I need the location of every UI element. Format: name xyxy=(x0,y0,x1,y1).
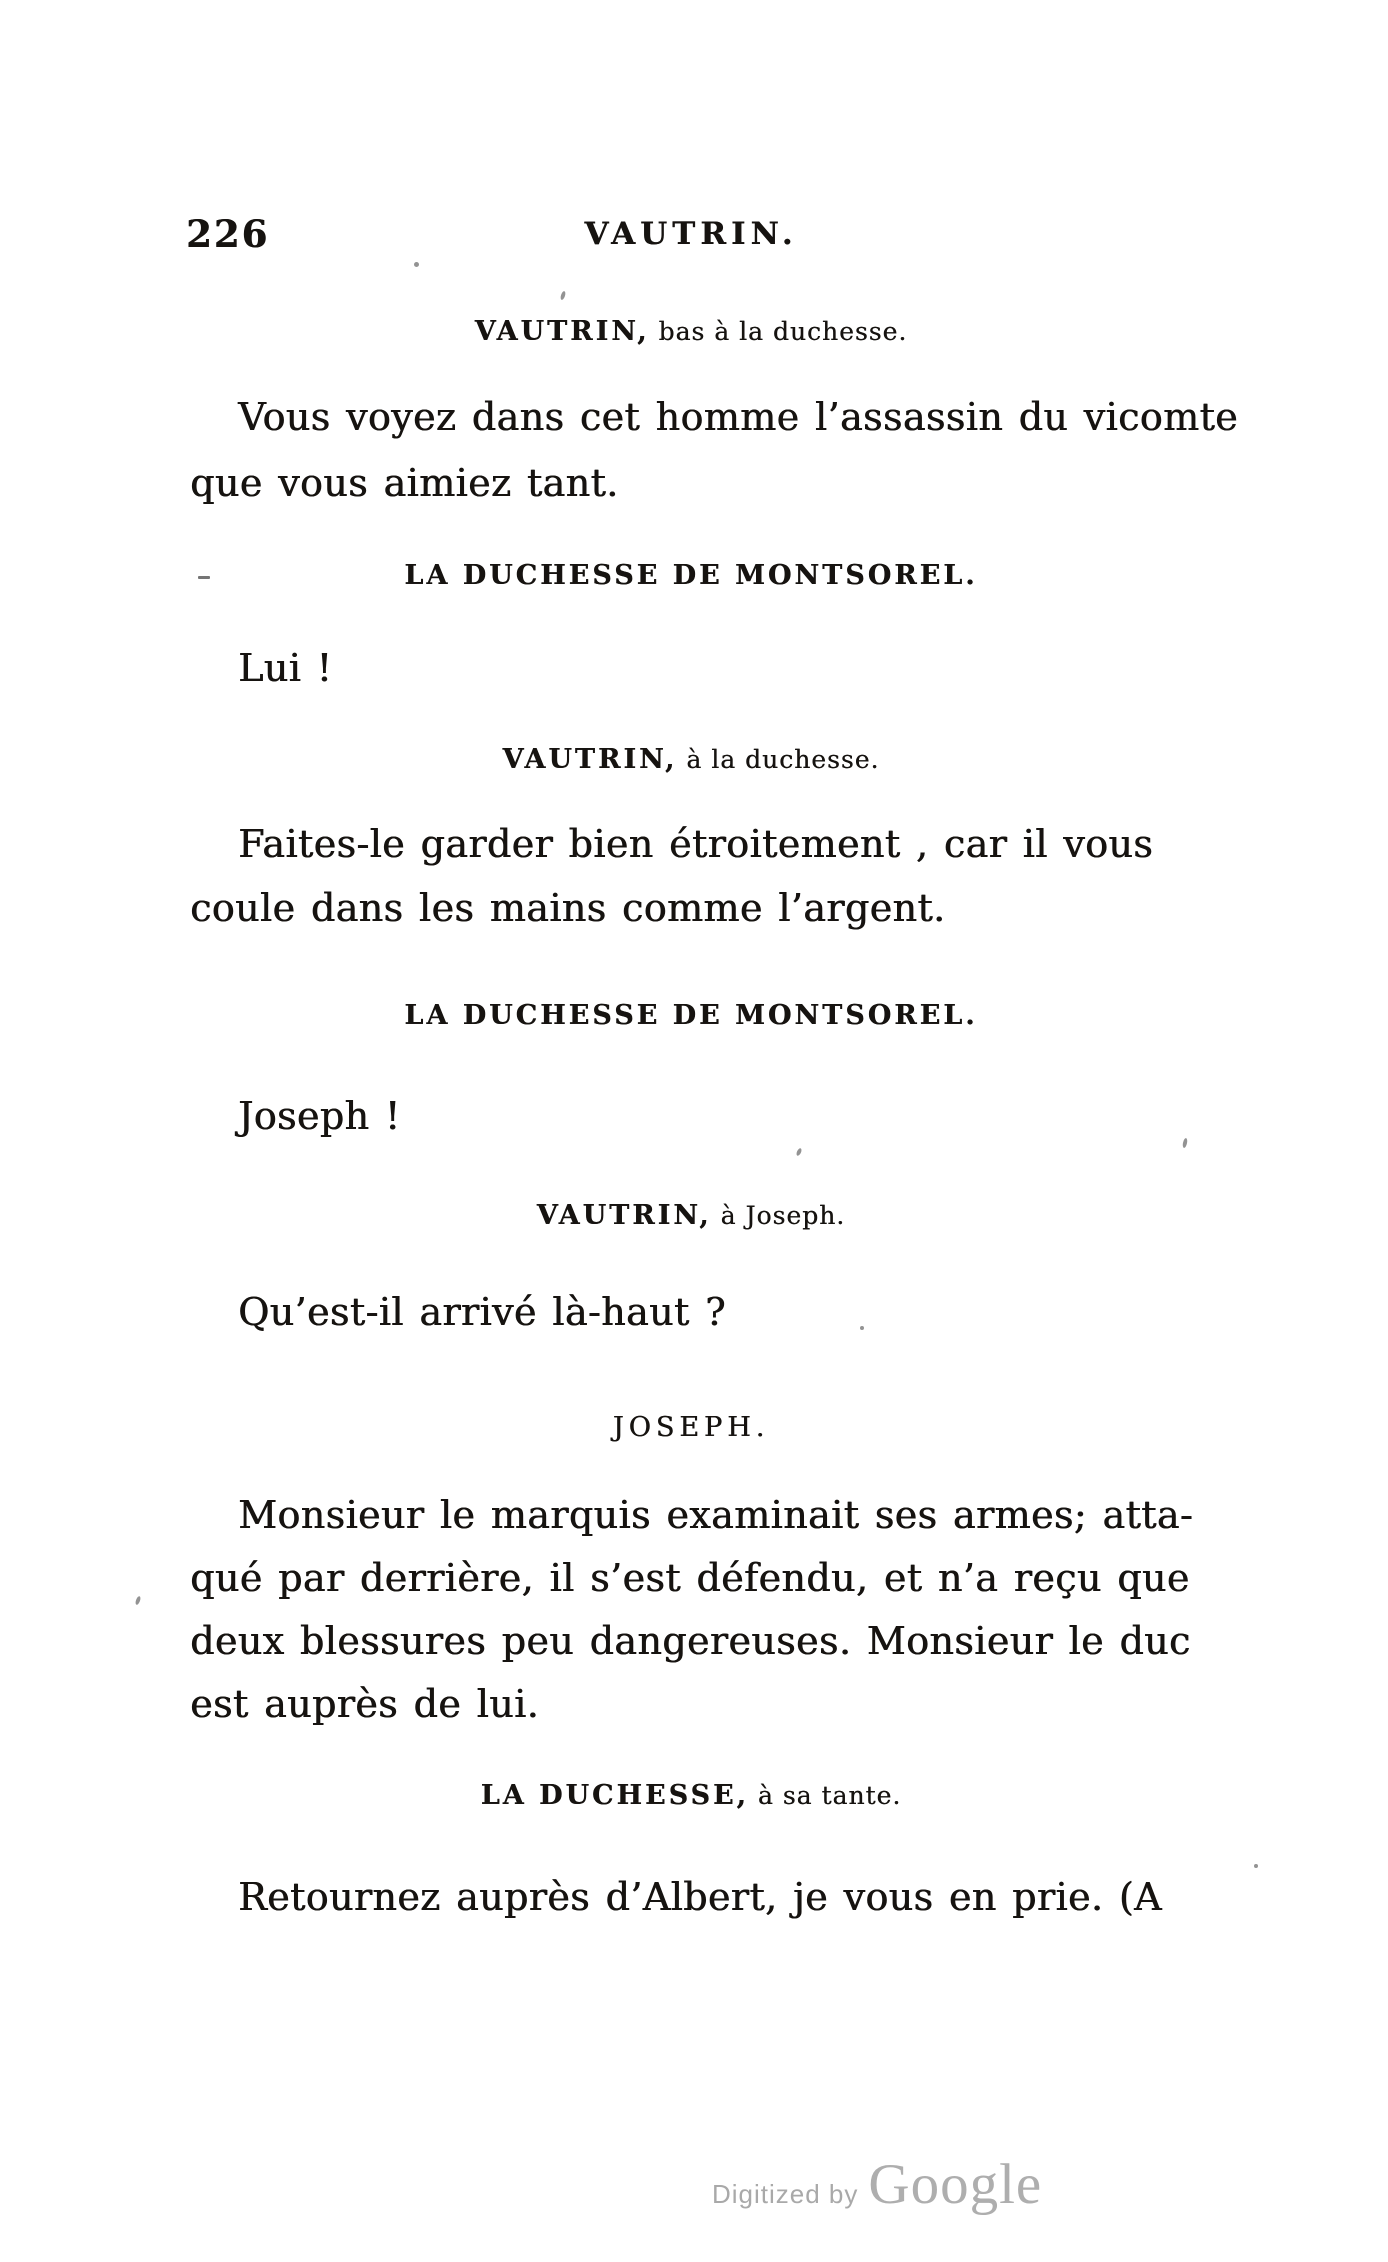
speaker-name: VAUTRIN, xyxy=(502,744,678,775)
dialogue-line: Vous voyez dans cet homme l’assassin du vicomte xyxy=(238,395,1238,439)
scan-speck xyxy=(795,1148,802,1157)
speaker-heading xyxy=(190,1200,1192,1235)
scan-speck xyxy=(560,291,567,301)
dialogue-line: deux blessures peu dangereuses. Monsieur le duc xyxy=(190,1619,1191,1663)
speaker-heading xyxy=(190,1780,1192,1815)
dialogue-block xyxy=(190,1084,1196,1148)
dialogue-line: Lui ! xyxy=(238,646,333,690)
dialogue-line: coule dans les mains comme l’argent. xyxy=(190,886,946,930)
speaker-name: JOSEPH. xyxy=(612,1412,770,1443)
dialogue-block xyxy=(190,812,1196,940)
stage-direction: à Joseph. xyxy=(711,1201,846,1230)
speaker-heading xyxy=(190,744,1192,779)
speaker-name: VAUTRIN, xyxy=(474,316,650,347)
dialogue-block xyxy=(190,1280,1196,1344)
stage-direction: à la duchesse. xyxy=(677,745,880,774)
speaker-name: LA DUCHESSE DE MONTSOREL. xyxy=(404,1000,978,1031)
speaker-name: LA DUCHESSE DE MONTSOREL. xyxy=(404,560,978,591)
dialogue-block xyxy=(190,636,1196,700)
scan-speck xyxy=(1254,1864,1258,1868)
running-title: VAUTRIN. xyxy=(584,216,798,252)
speaker-name: VAUTRIN, xyxy=(536,1200,712,1231)
scan-speck xyxy=(198,576,210,579)
speaker-heading xyxy=(190,560,1192,595)
scan-speck xyxy=(135,1596,142,1606)
watermark-prefix: Digitized by xyxy=(712,2179,859,2209)
dialogue-line: Retournez auprès d’Albert, je vous en prie. (A xyxy=(238,1875,1162,1919)
dialogue-line: que vous aimiez tant. xyxy=(190,461,619,505)
dialogue-line: Monsieur le marquis examinait ses armes; atta- xyxy=(238,1493,1194,1537)
dialogue-block xyxy=(190,384,1238,516)
speaker-heading xyxy=(190,1000,1192,1035)
speaker-name: LA DUCHESSE, xyxy=(480,1780,749,1811)
scan-speck xyxy=(860,1326,864,1330)
page-number: 226 xyxy=(186,212,270,256)
stage-direction: à sa tante. xyxy=(748,1781,902,1810)
speaker-heading xyxy=(190,1412,1192,1447)
dialogue-line: Qu’est-il arrivé là-haut ? xyxy=(238,1290,726,1334)
scan-speck xyxy=(414,262,419,267)
speaker-heading xyxy=(190,316,1192,351)
google-logo: Google xyxy=(868,2153,1043,2216)
stage-direction: bas à la duchesse. xyxy=(649,317,908,346)
dialogue-block xyxy=(190,1484,1196,1736)
dialogue-line: Joseph ! xyxy=(238,1094,401,1138)
dialogue-line: est auprès de lui. xyxy=(190,1682,539,1726)
dialogue-line: Faites-le garder bien étroitement , car il vous xyxy=(238,822,1154,866)
dialogue-line: qué par derrière, il s’est défendu, et n’a reçu que xyxy=(190,1556,1190,1600)
watermark xyxy=(712,2152,1042,2217)
dialogue-block xyxy=(190,1865,1196,1929)
